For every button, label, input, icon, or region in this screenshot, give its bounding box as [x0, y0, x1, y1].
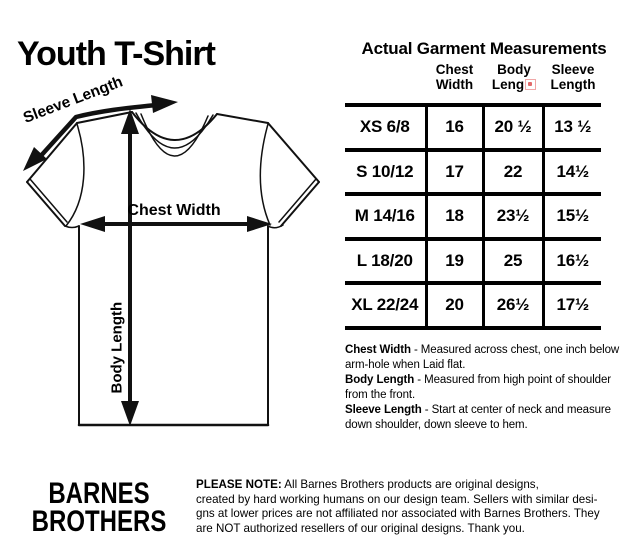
col-header-line: Sleeve — [551, 62, 595, 77]
left-cuff-inner — [30, 179, 67, 222]
note-term: Body Length — [345, 374, 415, 386]
cell-size: L 18/20 — [345, 239, 426, 284]
left-cuff — [27, 182, 65, 226]
cell-body-length: 23½ — [483, 194, 543, 239]
col-header-line: Length — [550, 77, 596, 92]
table-row-l — [345, 239, 601, 284]
body-length-arrowhead-down — [121, 401, 139, 426]
right-cuff-inner — [279, 179, 316, 222]
disclaimer-text: All Barnes Brothers products are original designs, — [281, 478, 539, 491]
col-header-line: Chest — [435, 62, 474, 77]
col-header-chest-width — [426, 62, 483, 92]
measurements-table — [345, 103, 601, 330]
cell-chest-width: 18 — [426, 194, 483, 239]
page-title: Youth T-Shirt — [17, 34, 215, 73]
disclaimer-line — [196, 478, 626, 493]
disclaimer-line: created by hard working humans on our design team. Sellers with similar desi- — [196, 492, 598, 506]
col-header-line — [484, 77, 544, 92]
tshirt-outline — [27, 112, 319, 425]
footer-disclaimer — [196, 478, 626, 536]
chest-width-arrowhead-left — [80, 216, 105, 232]
col-header-sleeve-length — [544, 62, 602, 92]
right-shoulder — [217, 114, 268, 123]
note-term: Sleeve Length — [345, 404, 422, 416]
cell-body-length: 26½ — [483, 283, 543, 328]
note-term: Chest Width — [345, 344, 411, 356]
right-armhole-seam — [260, 124, 270, 225]
table-row-xl — [345, 283, 601, 328]
table-row-s — [345, 150, 601, 195]
cell-chest-width: 20 — [426, 283, 483, 328]
note-sleeve-length — [345, 403, 628, 433]
measurement-notes — [345, 343, 628, 433]
cell-size: M 14/16 — [345, 194, 426, 239]
col-header-line: Body — [497, 62, 531, 77]
table-row-m — [345, 194, 601, 239]
tshirt-diagram — [0, 85, 340, 445]
sleeve-length-label: Sleeve Length — [21, 73, 126, 127]
collar-rib — [141, 114, 208, 156]
brand-line: BROTHERS — [31, 504, 167, 538]
cell-sleeve-length: 13 ½ — [543, 105, 601, 150]
note-body-length — [345, 373, 628, 403]
brand-line: BARNES — [48, 477, 150, 510]
disclaimer-line: gns at lower prices are not affiliated nor associated with Barnes Brothers. They — [196, 507, 600, 520]
right-cuff — [281, 182, 319, 226]
cell-sleeve-length: 15½ — [543, 194, 601, 239]
measurement-arrows — [23, 95, 272, 426]
table-row-xs — [345, 105, 601, 150]
note-text: - Measured across chest, one inch below arm-hole when Laid flat. — [345, 344, 620, 371]
brand-logo — [21, 477, 176, 538]
table-heading: Actual Garment Measurements — [361, 39, 607, 58]
note-text: - Measured from high point of shoulder from the front. — [345, 374, 611, 401]
sleeve-length-arrowhead-top — [151, 95, 178, 113]
cell-size: XS 6/8 — [345, 105, 426, 150]
right-sleeve-top — [268, 123, 319, 182]
col-header-line: Width — [435, 77, 474, 92]
cell-chest-width: 19 — [426, 239, 483, 284]
body-length-label: Body Length — [108, 301, 126, 394]
disclaimer-prefix: PLEASE NOTE: — [196, 478, 282, 491]
left-underarm — [65, 226, 79, 228]
left-armhole-seam — [66, 124, 84, 226]
cell-size: XL 22/24 — [345, 283, 426, 328]
col-header-body-length — [484, 62, 544, 92]
cell-sleeve-length: 17½ — [543, 283, 601, 328]
note-text: - Start at center of neck and measure down shoulder, down sleeve to hem. — [345, 404, 611, 431]
cell-body-length: 25 — [483, 239, 543, 284]
cell-body-length: 20 ½ — [483, 105, 543, 150]
chest-width-label: Chest Width — [127, 202, 221, 219]
cell-chest-width: 17 — [426, 150, 483, 195]
cell-sleeve-length: 16½ — [543, 239, 601, 284]
note-chest-width — [345, 343, 628, 373]
col-header-text: Leng — [491, 77, 525, 92]
cell-sleeve-length: 14½ — [543, 150, 601, 195]
disclaimer-line: are NOT authorized resellers of our original designs. Thank you. — [196, 521, 525, 535]
cell-chest-width: 16 — [426, 105, 483, 150]
broken-image-icon — [525, 79, 536, 90]
cell-body-length: 22 — [483, 150, 543, 195]
cell-size: S 10/12 — [345, 150, 426, 195]
